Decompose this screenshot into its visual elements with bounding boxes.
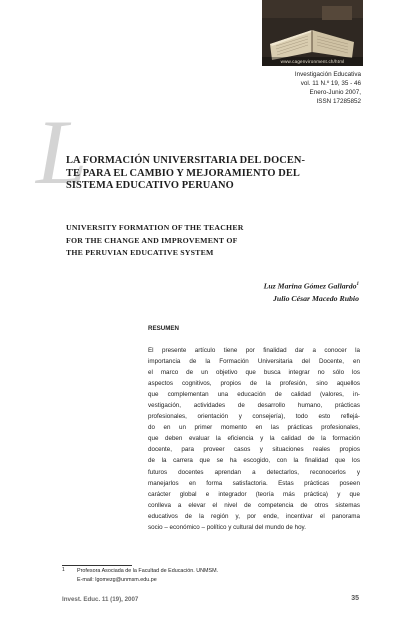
abstract-heading: RESUMEN [148,325,179,332]
title-en-line: UNIVERSITY FORMATION OF THE TEACHER [66,223,244,232]
title-es-line: SISTEMA EDUCATIVO PERUANO [66,180,234,191]
footnote-number: 1 [62,567,65,573]
title-es-line: TE PARA EL CAMBIO Y MEJORAMIENTO DEL [66,167,300,179]
article-title-english [66,222,366,260]
abstract-line: de la carrera que se ha escogido, con la finalidad que los [148,457,360,465]
abstract-line: educativos de la región y, por ende, incentivar el panorama [148,512,360,520]
abstract-line: profesionales, orientación y consejería), todo esto reflejá- [148,413,360,421]
abstract-line: manejarlos en forma satisfactoria. Estas prácticas poseen [148,479,360,487]
journal-name: Investigación Educativa [294,71,361,78]
author-list [264,279,359,306]
page-number: 35 [351,595,359,602]
journal-volume: vol. 11 N.º 19, 35 - 46 [300,80,361,87]
journal-issn: ISSN 17285852 [316,98,361,105]
abstract-body [148,345,360,533]
author-name [264,293,359,306]
footnote [62,567,218,585]
article-title-spanish [66,155,366,193]
journal-info [295,70,361,106]
abstract-line: conlleva a elevar el nivel de competencia de otros sistemas [148,501,360,509]
abstract-line: el marco de un objetivo que busca integrar no sólo los [148,369,360,377]
footnote-divider [62,565,132,566]
author-name-text: Julio César Macedo Rubio [273,294,359,304]
abstract-line: do en un primer momento en las prácticas profesionales, [148,424,360,432]
author-name [264,279,359,293]
abstract-line: socio – económico – político y cultural del mundo de hoy. [148,523,306,531]
abstract-line: importancia de la Formación Universitaria del Docente, en [148,358,360,366]
abstract-line: El presente artículo tiene por finalidad dar a conocer la [148,347,360,354]
footnote-affiliation: Profesora Asociada de la Facultad de Educación. UNMSM. [77,568,219,574]
abstract-line: carácter global e integrador (teoría más práctica) y que [148,490,360,498]
abstract-line: que deben evaluar la eficiencia y la calidad de la formación [148,435,360,443]
abstract-line: futuros docentes aprendan a detectarlos, reconocerlos y [148,468,360,476]
author-footnote-mark: 1 [356,282,359,287]
decorative-initial-letter: L [36,101,88,203]
abstract-line: aspectos cognitivos, propios de la profesión, sino aquellos [148,380,360,388]
photo-caption: www.cagenvironment.ch/html [262,57,363,66]
title-en-line: FOR THE CHANGE AND IMPROVEMENT OF [66,235,238,245]
abstract-line: vestigación, actividades de desarrollo humano, prácticas [148,402,360,410]
author-name-text: Luz Marina Gómez Gallardo [263,281,357,291]
title-es-line: LA FORMACIÓN UNIVERSITARIA DEL DOCEN- [66,155,306,166]
title-en-line: THE PERUVIAN EDUCATIVE SYSTEM [66,248,214,257]
journal-date: Enero-Junio 2007, [309,89,361,96]
abstract-line: docente, para proveer casos y situaciones reales propios [148,446,360,454]
footnote-email: E-mail: lgomezg@unmsm.edu.pe [77,577,157,583]
abstract-line: que complementan una educación de calidad (valores, in- [148,391,360,399]
footer-journal-reference: Invest. Educ. 11 (19), 2007 [62,596,139,603]
